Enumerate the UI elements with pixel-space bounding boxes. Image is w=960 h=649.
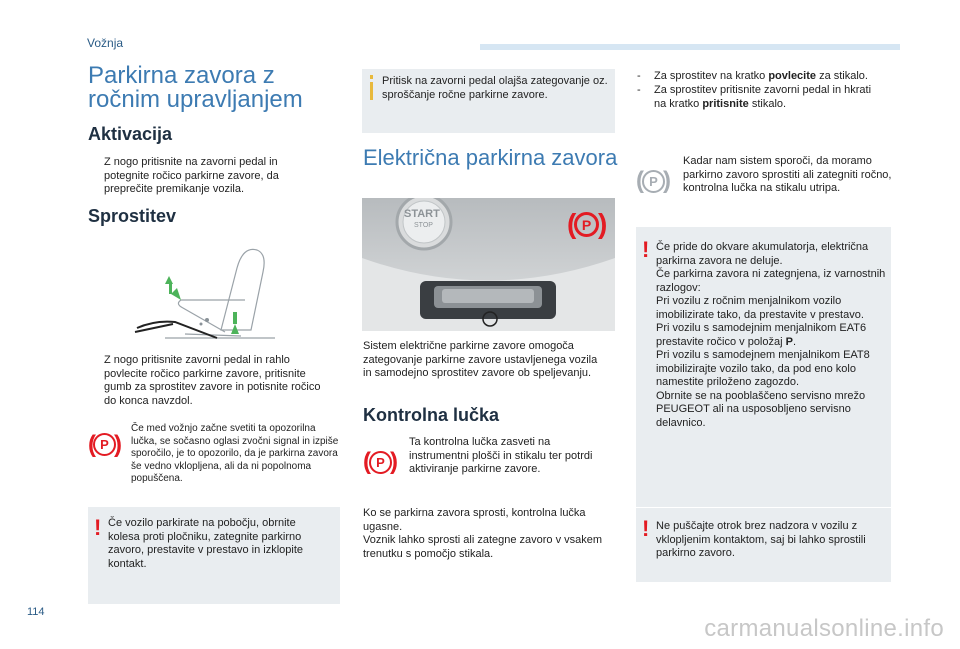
parking-brake-lamp-icon: ( P ): [363, 448, 398, 475]
manual-brake-title: Parkirna zavora z ročnim upravljanjem: [88, 62, 303, 113]
exclamation-icon: !: [94, 515, 102, 540]
lamp-heading: Kontrolna lučka: [363, 405, 500, 425]
start-label: START: [404, 208, 440, 220]
parking-brake-lamp-icon: ( P ): [567, 208, 608, 239]
activation-heading: Aktivacija: [88, 124, 173, 144]
release-heading: Sprostitev: [88, 206, 177, 226]
slope-warning-text: Če vozilo parkirate na pobočju, obrnite kolesa proti pločniku, zategnite parkirno zavoro, prestavite v prestavo in izklopite kontakt.: [108, 517, 304, 570]
lamp-warning-text: Če med vožnjo začne svetiti ta opozorilna lučka, se sočasno oglasi zvočni signal in izpiše sporočilo, je to opozorilo, da je parkirna zavora še vedno vklopljena, ali da ni popolnoma popuščena.: [131, 423, 339, 484]
release-text: Z nogo pritisnite zavorni pedal in rahlo povlecite ročico parkirne zavore, pritisnite gumb za sprostitev zavore in potisnite ročico do konca navzdol.: [104, 354, 321, 407]
release-step-1: Za sprostitev na kratko povlecite za stikalo.: [654, 70, 868, 82]
children-warning-box: [636, 508, 891, 582]
stop-label: STOP: [414, 222, 433, 229]
page-number: 114: [27, 606, 45, 618]
lamp-text: Ta kontrolna lučka zasveti na instrumentni plošči in stikalu ter potrdi aktiviranje parkirne zavore.: [409, 436, 593, 475]
exclamation-icon: !: [642, 237, 650, 262]
section-label: Vožnja: [87, 36, 124, 50]
children-warning-text: Ne puščajte otrok brez nadzora v vozilu z vklopljenim kontaktom, saj bi lahko sprostili parkirno zavoro.: [656, 520, 866, 559]
epb-console-photo: [362, 198, 615, 331]
parking-brake-manual-icon: ( P ): [636, 167, 671, 194]
activation-text: Z nogo pritisnite na zavorni pedal in potegnite ročico parkirne zavore, da preprečite premikanje vozila.: [104, 156, 279, 195]
seat-handbrake-illustration: [125, 238, 295, 346]
electric-brake-title: Električna parkirna zavora: [363, 145, 618, 170]
release-info: Ko se parkirna zavora sprosti, kontrolna lučka ugasne. Voznik lahko sprosti ali zategne zavoro v vsakem trenutku s pomočjo stikala.: [363, 507, 603, 560]
slope-warning-box: [88, 507, 340, 604]
battery-warning-box: [636, 227, 891, 507]
parking-brake-warning-icon: ( P ): [88, 431, 122, 458]
header-rule: [480, 44, 900, 50]
battery-warning-text: Če pride do okvare akumulatorja, električna parkirna zavora ne deluje. Če parkirna zavora ni zategnjena, iz varnostnih razlogov: Pri vozilu z ročnim menjalnikom vozilo imobilizirate tako, da prestavite v prestavo. Pri vozilu s samodejnim menjalnikom EAT6 prestavite ročico v položaj P. Pri vozilu s samodejnem menjalnikom EAT8 imobilizirajte vozilo tako, da pod eno kolo namestite priloženo zagozdo. Obrnite se na pooblaščeno servisno mrežo PEUGEOT ali na usposobljeno servisno delavnico.: [656, 241, 886, 429]
info-icon: [370, 75, 373, 79]
manual-operation-note: Kadar nam sistem sporoči, da moramo parkirno zavoro sprostiti ali zategniti ročno, kontrolna lučka na stikalu utripa.: [683, 155, 892, 194]
dash-icon: -: [637, 70, 641, 82]
watermark: carmanualsonline.info: [704, 615, 944, 642]
dash-icon: -: [637, 84, 641, 96]
release-step-2: Za sprostitev pritisnite zavorni pedal in hkrati na kratko pritisnite stikalo.: [654, 84, 872, 110]
epb-description: Sistem električne parkirne zavore omogoča zategovanje parkirne zavore ustavljenega vozila in samodejno sprostitev zavore ob speljevanju.: [363, 340, 598, 379]
info-box: [362, 69, 615, 133]
info-text: Pritisk na zavorni pedal olajša zategovanje oz. sproščanje ročne parkirne zavore.: [382, 75, 608, 101]
exclamation-icon: !: [642, 516, 650, 541]
